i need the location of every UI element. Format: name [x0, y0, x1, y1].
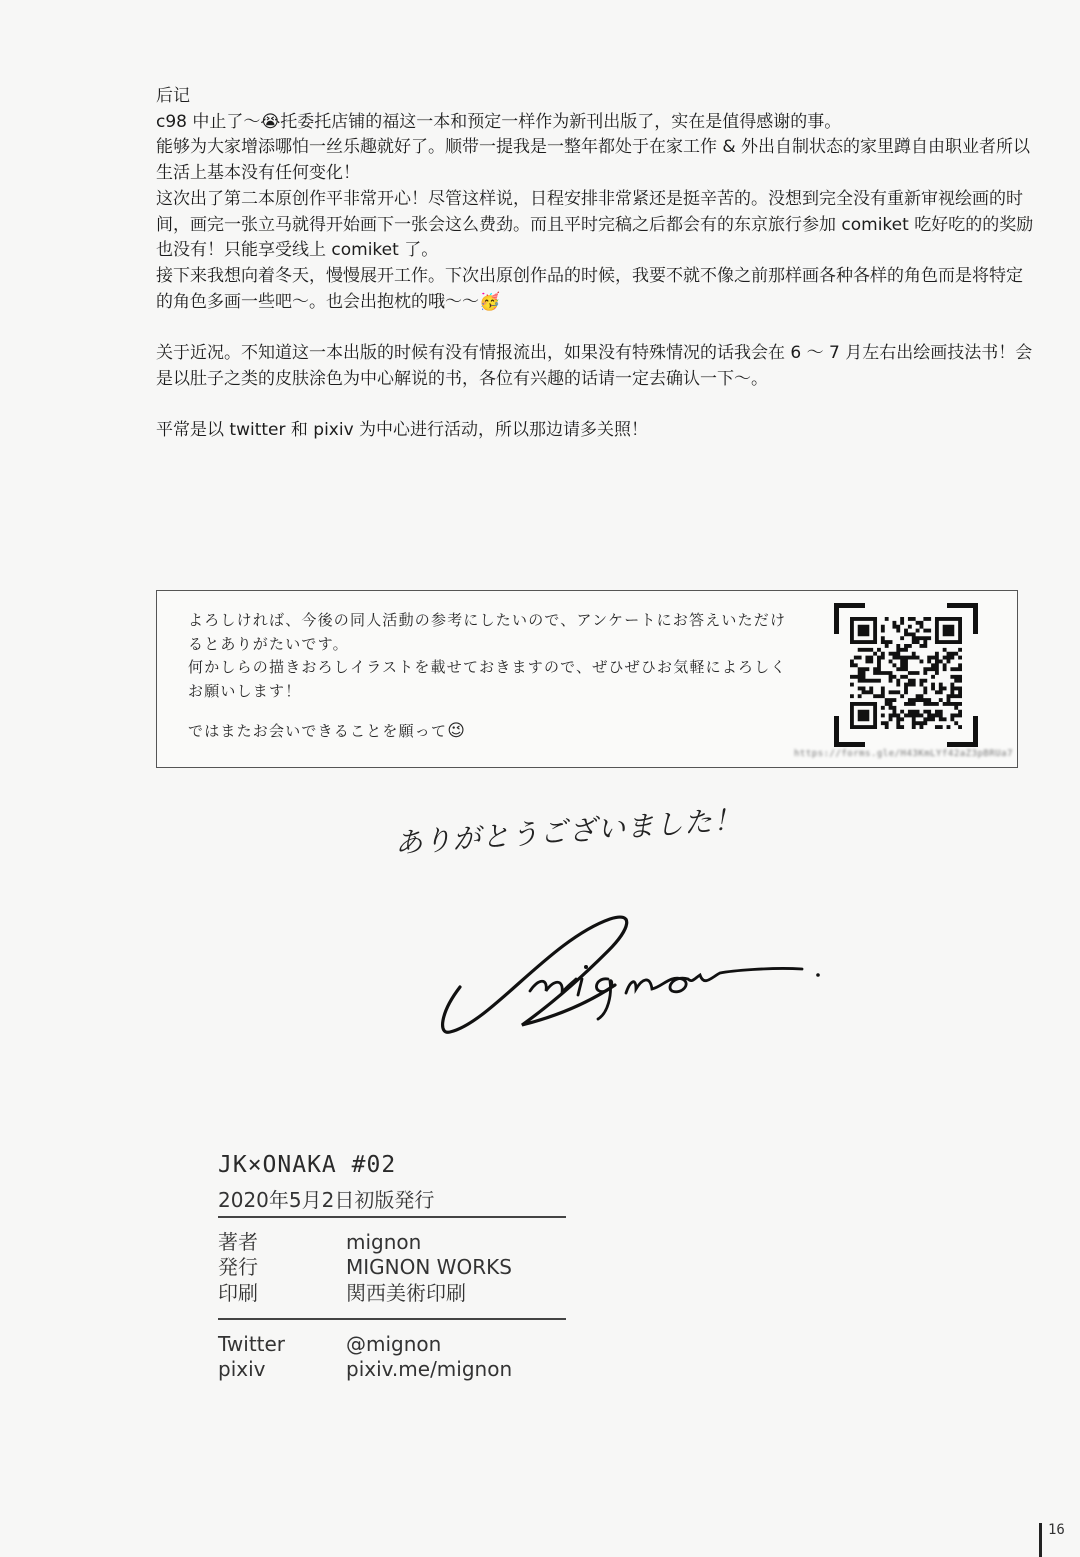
survey-text	[188, 609, 798, 744]
colophon-row-author	[218, 1230, 568, 1256]
colophon-value: mignon	[346, 1229, 422, 1254]
colophon-label: 著者	[218, 1229, 258, 1254]
afterword-paragraph-1	[156, 110, 1036, 136]
afterword-p1-end: 托委托店铺的福这一本和预定一样作为新刊出版了，实在是值得感谢的事。	[280, 111, 842, 132]
contact-label: Twitter	[218, 1331, 286, 1356]
wink-emoji-icon: 😉	[447, 721, 467, 741]
survey-line-2: 何かしらの描きおろしイラストを載せておきますので、ぜひぜひお気軽によろしくお願いします！	[188, 658, 787, 700]
survey-closing	[188, 720, 798, 744]
colophon-row-pixiv	[218, 1357, 568, 1383]
survey-box	[156, 590, 1018, 768]
colophon-value: MIGNON WORKS	[346, 1255, 512, 1279]
colophon-label: 印刷	[218, 1280, 258, 1305]
survey-url[interactable]: https://forms.gle/H43KmLYf42aZ3pBRUa7	[794, 749, 1013, 759]
afterword-p1-start: c98 中止了～	[156, 111, 261, 132]
colophon-row-printer	[218, 1281, 568, 1307]
party-emoji-icon: 🥳	[479, 291, 501, 312]
publication-date: 2020年5月2日初版発行	[218, 1188, 435, 1212]
survey-closing-text: ではまたお会いできることを願って	[188, 722, 448, 740]
colophon-value: 関西美術印刷	[346, 1280, 466, 1305]
colophon-divider-bottom	[218, 1318, 566, 1320]
handwritten-thanks: ありがとうございました！	[393, 802, 744, 861]
colophon-label: 発行	[218, 1255, 258, 1279]
colophon-row-twitter	[218, 1332, 568, 1358]
qr-code-pattern	[850, 617, 962, 729]
colophon-divider-top	[218, 1216, 566, 1218]
afterword-paragraph-3: 这次出了第二本原创作平非常开心！尽管这样说，日程安排非常紧还是挺辛苦的。没想到完全没有重新审视绘画的时间，画完一张立马就得开始画下一张会这么费劲。而且平时完稿之后都会有的东京旅行参加 comiket 吃好吃的的奖励也没有！只能享受线上 comiket 了。	[156, 188, 1034, 261]
afterword-paragraph-2: 能够为大家增添哪怕一丝乐趣就好了。顺带一提我是一整年都处于在家工作 & 外出自制状态的家里蹲自由职业者所以生活上基本没有任何变化！	[156, 137, 1031, 184]
book-title: JK×ONAKA #02	[218, 1152, 397, 1178]
afterword-heading: 后记	[156, 86, 190, 106]
signature-mignon	[430, 895, 830, 1045]
page-edge-marker	[1039, 1523, 1042, 1557]
afterword-paragraph-4	[156, 264, 1036, 315]
afterword-paragraph-6: 平常是以 twitter 和 pixiv 为中心进行活动，所以那边请多关照！	[156, 420, 649, 441]
colophon-details	[218, 1230, 568, 1307]
colophon-row-publisher	[218, 1255, 568, 1281]
page-number: 16	[1048, 1522, 1065, 1538]
qr-code-icon[interactable]	[834, 603, 978, 747]
survey-line-1: よろしければ、今後の同人活動の参考にしたいので、アンケートにお答えいただけるとありがたいです。	[188, 611, 787, 653]
afterword-section	[156, 84, 1036, 444]
contact-label: pixiv	[218, 1357, 266, 1381]
afterword-paragraph-5: 关于近况。不知道这一本出版的时候有没有情报流出，如果没有特殊情况的话我会在 6 ～ 7 月左右出绘画技法书！会是以肚子之类的皮肤涂色为中心解说的书，各位有兴趣的话请一定去确认一下～。	[156, 343, 1033, 389]
colophon-contacts	[218, 1332, 568, 1383]
crying-emoji-icon: 😭	[260, 111, 281, 132]
colophon	[218, 1152, 568, 1395]
contact-value[interactable]: @mignon	[346, 1331, 442, 1356]
afterword-p4-text: 接下来我想向着冬天，慢慢展开工作。下次出原创作品的时候，我要不就不像之前那样画各种各样的角色而是将特定的角色多画一些吧～。也会出抱枕的哦～～	[156, 265, 1023, 312]
contact-value[interactable]: pixiv.me/mignon	[346, 1357, 513, 1381]
